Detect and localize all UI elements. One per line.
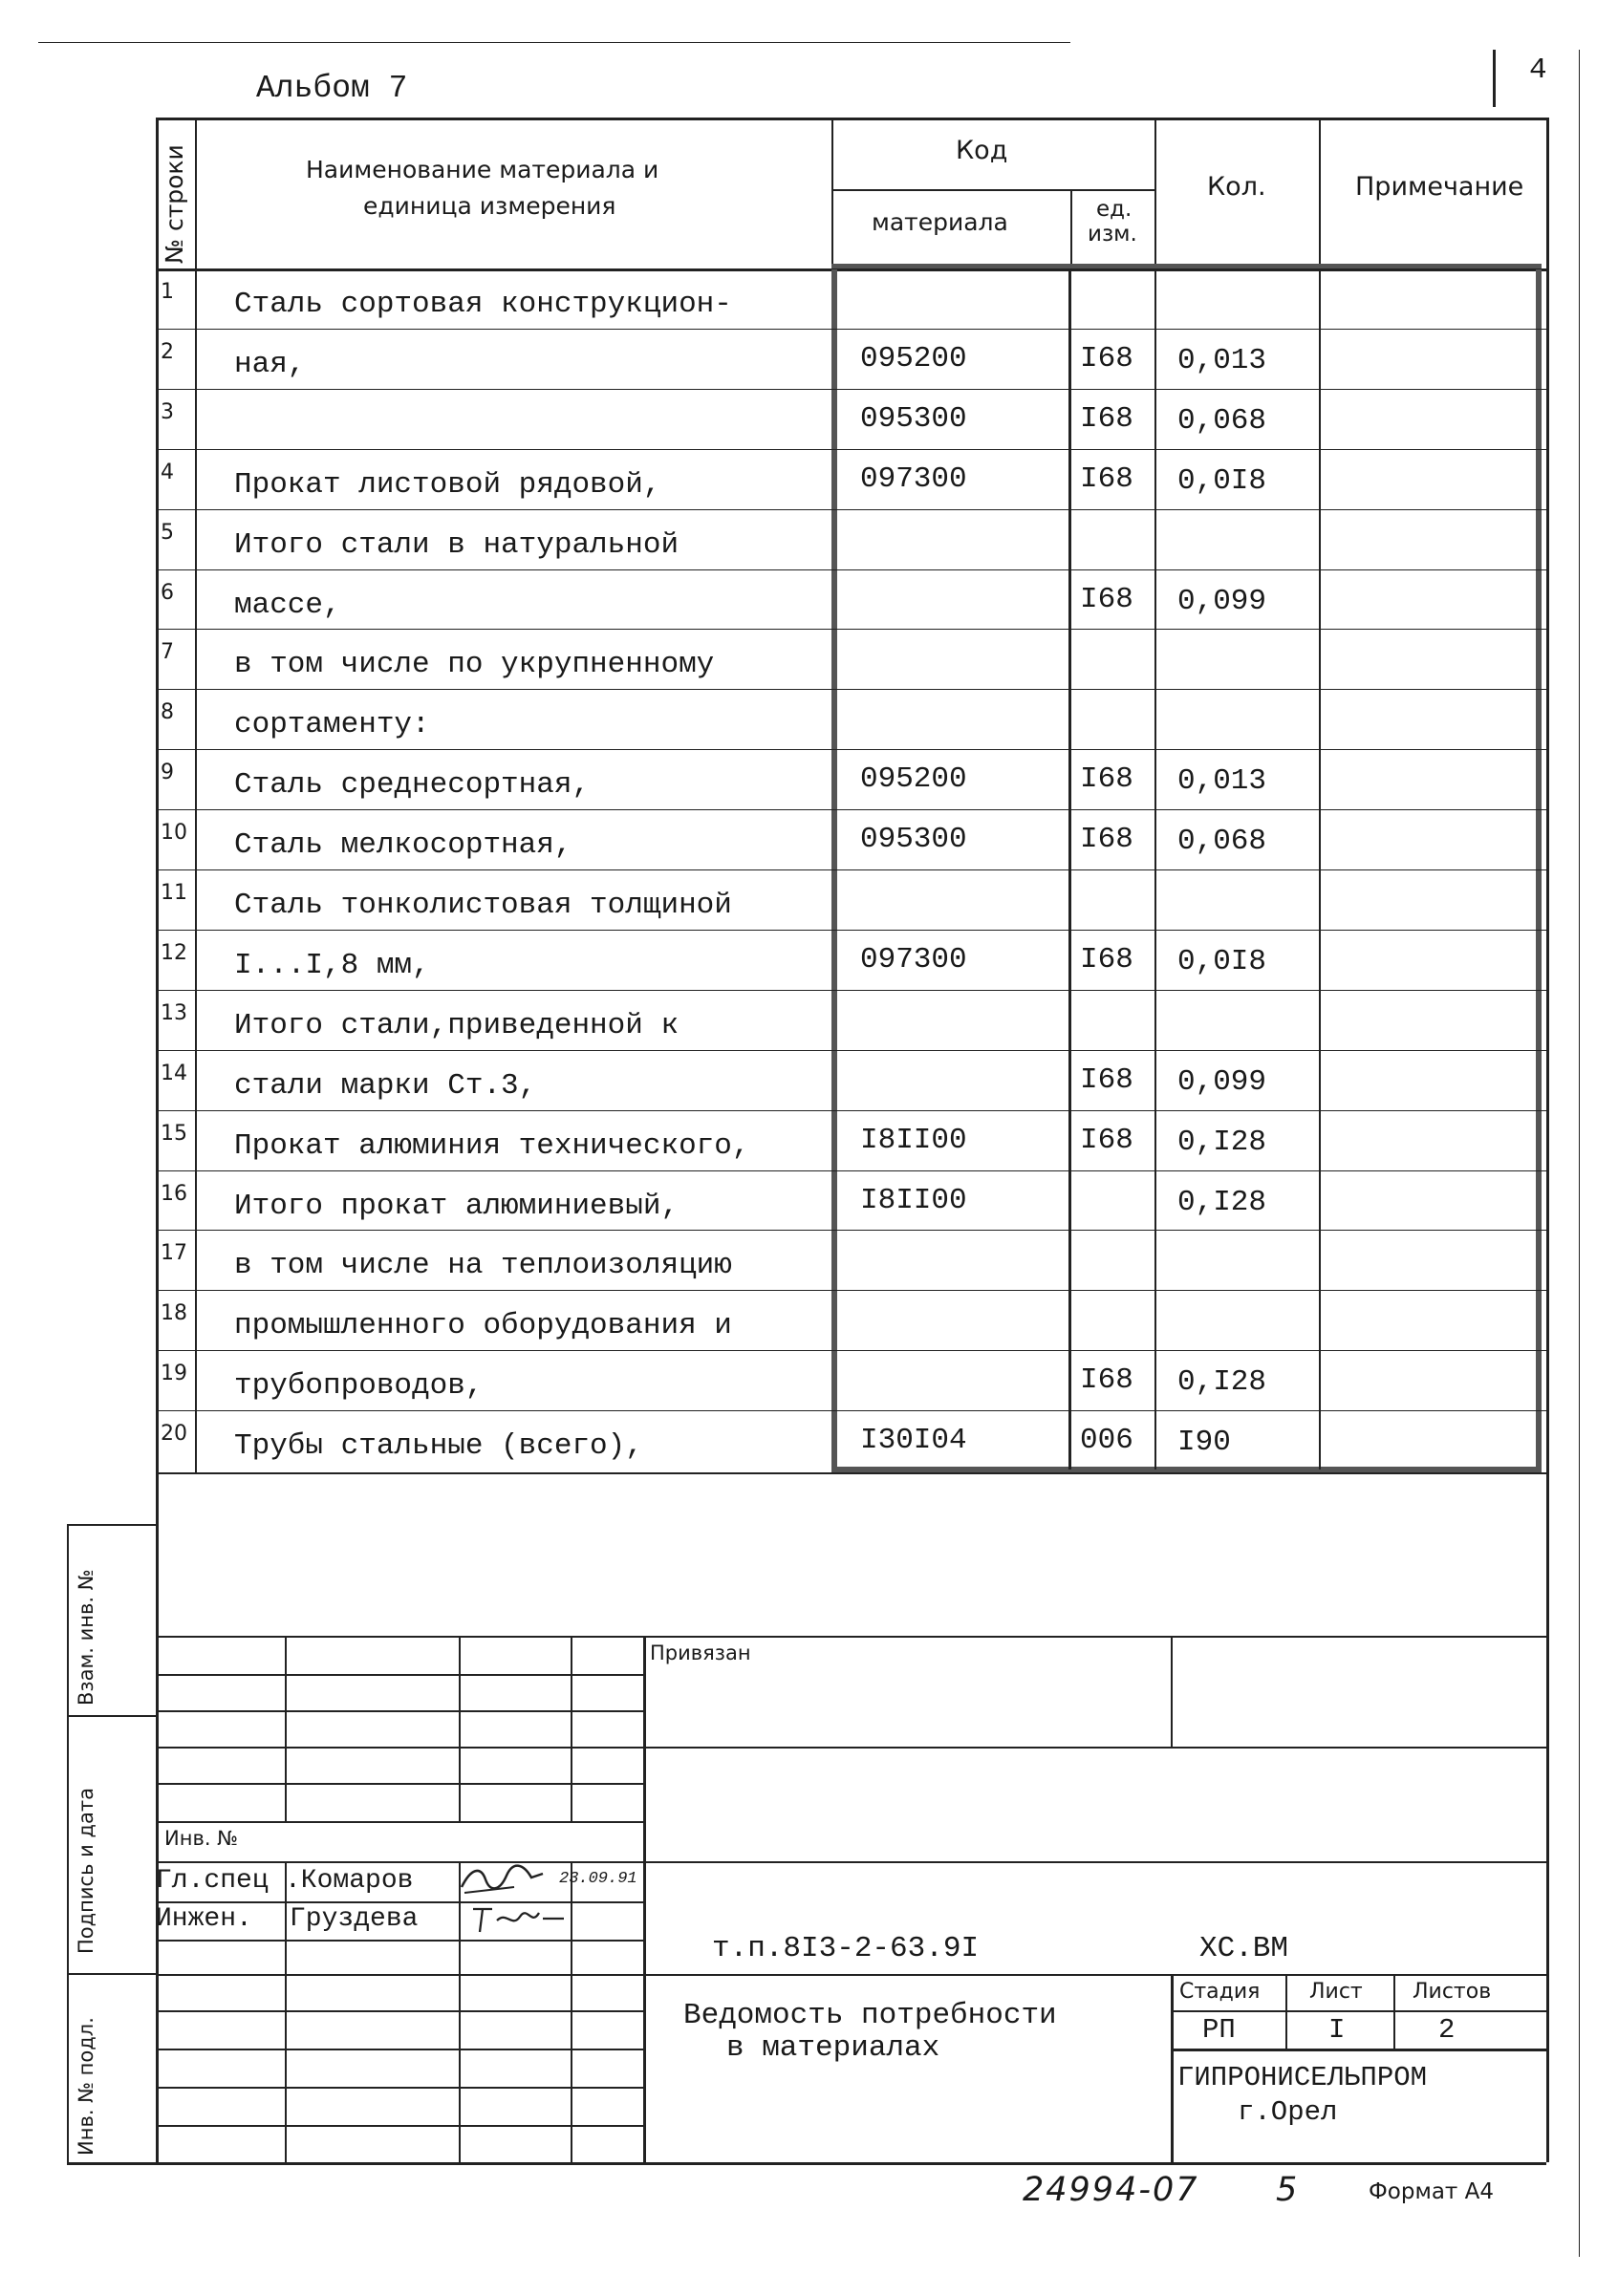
material-code: 097300 — [860, 943, 967, 976]
quantity: 0,0I8 — [1177, 464, 1267, 498]
material-name: Сталь тонколистовая толщиной — [234, 889, 732, 922]
quantity: 0,013 — [1177, 764, 1267, 798]
row-number-header: № строки — [161, 144, 188, 264]
orig-inv-label: Инв. № подл. — [75, 2017, 97, 2156]
row-number: 15 — [161, 1122, 187, 1146]
row-number: 3 — [161, 400, 174, 424]
material-name: в том числе по укрупненному — [234, 648, 715, 681]
note-header: Примечание — [1355, 172, 1524, 202]
unit-code: I68 — [1080, 402, 1133, 436]
row-number: 9 — [161, 761, 174, 784]
inv-no-label: Инв. № — [164, 1827, 239, 1850]
role-engineer: Инжен. — [156, 1904, 252, 1934]
row-number: 2 — [161, 340, 174, 364]
row-number: 12 — [161, 941, 187, 965]
material-name: Прокат листовой рядовой, — [234, 468, 661, 502]
material-name: Сталь сортовая конструкцион- — [234, 288, 732, 321]
code-unit-header-2: изм. — [1088, 222, 1137, 247]
row-number: 16 — [161, 1182, 187, 1206]
material-name: ная, — [234, 348, 306, 381]
material-code: I30I04 — [860, 1424, 967, 1457]
sheets-label: Листов — [1413, 1980, 1492, 2004]
quantity: 0,099 — [1177, 585, 1267, 618]
unit-code: I68 — [1080, 1124, 1133, 1157]
material-name: Прокат алюминия технического, — [234, 1129, 750, 1163]
unit-code: I68 — [1080, 342, 1133, 376]
row-number: 5 — [161, 521, 174, 545]
material-code: I8II00 — [860, 1124, 967, 1157]
quantity: I90 — [1177, 1426, 1231, 1459]
row-number: 1 — [161, 280, 174, 304]
row-number: 4 — [161, 461, 174, 484]
material-name: массе, — [234, 589, 341, 622]
unit-code: I68 — [1080, 762, 1133, 796]
material-name: сортаменту: — [234, 708, 430, 741]
material-code: 097300 — [860, 462, 967, 496]
sheet-label: Лист — [1309, 1980, 1363, 2004]
sheets-value: 2 — [1438, 2014, 1456, 2046]
unit-code: I68 — [1080, 583, 1133, 616]
material-code: 095200 — [860, 342, 967, 376]
unit-code: I68 — [1080, 1063, 1133, 1097]
sign-date: 23.09.91 — [559, 1870, 637, 1888]
material-name: Итого прокат алюминиевый, — [234, 1190, 680, 1223]
stage-label: Стадия — [1179, 1980, 1261, 2004]
page-number: 4 — [1529, 54, 1547, 87]
row-number: 18 — [161, 1301, 187, 1325]
row-number: 11 — [161, 881, 187, 905]
unit-code: I68 — [1080, 823, 1133, 856]
sheet-value: I — [1328, 2014, 1346, 2046]
organization-name: ГИПРОНИСЕЛЬПРОМ — [1177, 2062, 1428, 2093]
material-code: 095200 — [860, 762, 967, 796]
material-code: 095300 — [860, 823, 967, 856]
material-name: трубопроводов, — [234, 1369, 484, 1403]
quantity: 0,068 — [1177, 825, 1267, 858]
format-label: Формат А4 — [1369, 2179, 1494, 2204]
unit-code: I68 — [1080, 1363, 1133, 1397]
row-number: 13 — [161, 1001, 187, 1025]
unit-code: I68 — [1080, 943, 1133, 976]
qty-header: Кол. — [1207, 172, 1266, 202]
organization-city: г.Орел — [1238, 2096, 1338, 2128]
name-komarov: .Комаров — [285, 1866, 414, 1896]
code-header: Код — [956, 136, 1008, 165]
material-name: в том числе на теплоизоляцию — [234, 1249, 732, 1282]
quantity: 0,I28 — [1177, 1365, 1267, 1399]
document-code: т.п.8I3-2-63.9I — [712, 1932, 980, 1965]
album-label: Альбом 7 — [256, 71, 408, 106]
archive-stamp: 24994-07 — [1023, 2171, 1199, 2209]
replace-inv-label: Взам. инв. № — [75, 1569, 97, 1706]
row-number: 6 — [161, 581, 174, 605]
row-number: 20 — [161, 1422, 187, 1446]
row-number: 7 — [161, 640, 174, 664]
material-name: промышленного оборудования и — [234, 1309, 732, 1342]
quantity: 0,099 — [1177, 1065, 1267, 1099]
row-number: 8 — [161, 700, 174, 724]
quantity: 0,I28 — [1177, 1126, 1267, 1159]
quantity: 0,013 — [1177, 344, 1267, 377]
role-chief-specialist: Гл.спец — [156, 1866, 269, 1896]
material-name: Итого стали в натуральной — [234, 528, 680, 562]
signature-gruzdeva — [468, 1899, 569, 1938]
stage-value: РП — [1202, 2014, 1236, 2046]
material-name: Сталь среднесортная, — [234, 768, 591, 802]
signature-komarov — [457, 1858, 548, 1899]
material-code: I8II00 — [860, 1184, 967, 1217]
material-name: стали марки Ст.3, — [234, 1069, 537, 1103]
code-material-header: материала — [872, 208, 1008, 236]
row-number: 17 — [161, 1241, 187, 1265]
unit-code: 006 — [1080, 1424, 1133, 1457]
unit-code: I68 — [1080, 462, 1133, 496]
material-name: Сталь мелкосортная, — [234, 828, 572, 862]
material-code: 095300 — [860, 402, 967, 436]
name-header-line2: единица измерения — [363, 192, 616, 220]
quantity: 0,I28 — [1177, 1186, 1267, 1219]
material-name: Итого стали,приведенной к — [234, 1009, 680, 1042]
quantity: 0,068 — [1177, 404, 1267, 438]
row-number: 19 — [161, 1362, 187, 1385]
document-mark: XC.BM — [1199, 1932, 1289, 1965]
name-header-line1: Наименование материала и — [306, 156, 659, 183]
name-gruzdeva: Груздева — [290, 1904, 419, 1934]
archive-stamp-page: 5 — [1276, 2171, 1298, 2209]
material-name: Трубы стальные (всего), — [234, 1429, 643, 1463]
code-unit-header-1: ед. — [1096, 197, 1133, 222]
material-name: I...I,8 мм, — [234, 949, 430, 982]
row-number: 10 — [161, 821, 187, 845]
quantity: 0,0I8 — [1177, 945, 1267, 978]
sign-date-label: Подпись и дата — [75, 1788, 97, 1954]
linked-label: Привязан — [650, 1642, 751, 1664]
row-number: 14 — [161, 1062, 187, 1085]
doc-title-line1: Ведомость потребности — [683, 1999, 1057, 2032]
doc-title-line2: в материалах — [726, 2031, 940, 2065]
